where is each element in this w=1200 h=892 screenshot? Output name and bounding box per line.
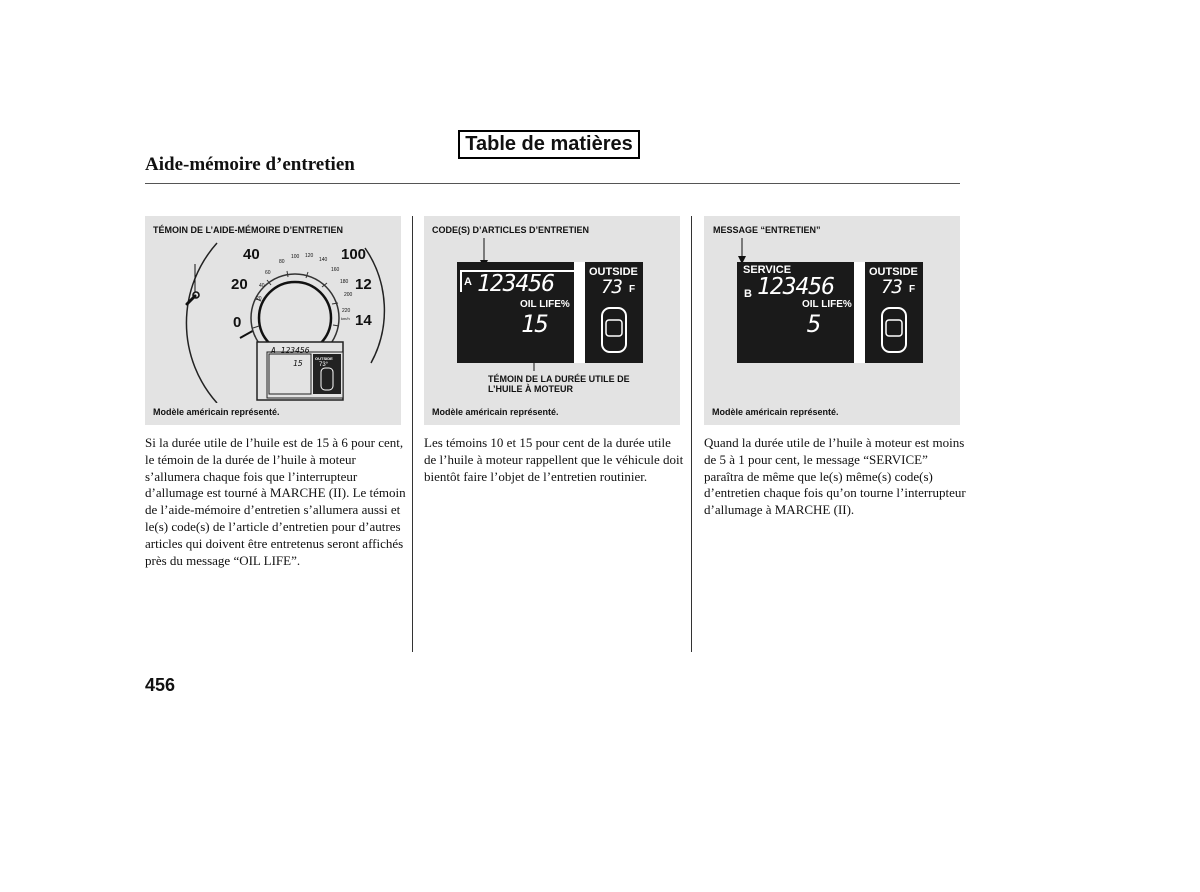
- column-divider-2: [691, 216, 692, 652]
- gauge-unit: km/h: [341, 316, 350, 321]
- paragraph-col-2: Les témoins 10 et 15 pour cent de la durée utile de l’huile à moteur rappellent que le véhicule doit bientôt faire l’objet de l’entretien routinier.: [424, 435, 684, 484]
- gauge-small-label: 220: [342, 308, 351, 314]
- oil-life-label: OIL LIFE%: [802, 299, 852, 310]
- temp-unit: F: [629, 284, 636, 295]
- oil-life-label: OIL LIFE%: [520, 299, 570, 310]
- display-separator: [854, 262, 865, 363]
- gauge-label: 14: [355, 312, 372, 329]
- gauge-small-label: 20: [256, 296, 262, 302]
- panel-service-message: [704, 216, 960, 425]
- display-separator: [574, 262, 585, 363]
- column-divider-1: [412, 216, 413, 652]
- table-of-contents-button[interactable]: Table de matières: [458, 130, 640, 159]
- panel-label: CODE(S) D’ARTICLES D’ENTRETIEN: [432, 225, 590, 235]
- mini-display-oil: 15: [293, 359, 303, 368]
- panel-maintenance-codes: [424, 216, 680, 425]
- gauge-small-label: 180: [340, 279, 349, 285]
- mini-display-codes: A 123456: [271, 346, 310, 355]
- panel-caption: Modèle américain représenté.: [153, 407, 280, 417]
- mini-display-outside: OUTSIDE: [315, 356, 333, 361]
- page-title: Aide-mémoire d’entretien: [145, 154, 355, 175]
- outside-label: OUTSIDE: [869, 266, 918, 278]
- maintenance-codes: 123456: [477, 271, 555, 297]
- car-icon: [880, 306, 908, 354]
- gauge-small-label: 200: [344, 292, 353, 298]
- oil-life-value: 5: [807, 310, 821, 338]
- gauge-small-label: 160: [331, 267, 340, 273]
- code-prefix: A: [464, 276, 472, 288]
- gauge-small-label: 100: [291, 254, 300, 260]
- oil-life-indicator-label: TÉMOIN DE LA DURÉE UTILE DE L’HUILE À MOTEUR: [488, 374, 630, 394]
- oil-life-value: 15: [521, 310, 548, 338]
- gauge-label: 12: [355, 276, 372, 293]
- panel-maintenance-minder-indicator: [145, 216, 401, 425]
- temp-unit: F: [909, 284, 916, 295]
- multi-info-display: [737, 262, 923, 363]
- outside-temp: 73: [881, 276, 902, 298]
- outside-label: OUTSIDE: [589, 266, 638, 278]
- gauge-small-label: 120: [305, 253, 314, 259]
- multi-info-display: [457, 262, 643, 363]
- service-message: SERVICE: [743, 264, 792, 276]
- gauge-label: 0: [233, 314, 242, 331]
- gauge-small-label: 40: [259, 283, 265, 289]
- car-icon: [600, 306, 628, 354]
- title-divider: [145, 183, 960, 184]
- code-prefix: B: [744, 288, 752, 300]
- gauge-label: 100: [341, 246, 367, 263]
- gauge-small-label: 60: [265, 270, 271, 276]
- panel-label: TÉMOIN DE L’AIDE-MÉMOIRE D’ENTRETIEN: [153, 225, 344, 235]
- panel-label: MESSAGE “ENTRETIEN”: [713, 225, 821, 235]
- gauge-small-label: 140: [319, 257, 328, 263]
- gauge-label: 20: [231, 276, 248, 293]
- mini-display-temp: 73°: [319, 362, 329, 368]
- page-number: 456: [145, 675, 176, 695]
- gauge-small-label: 80: [279, 259, 285, 265]
- panel-caption: Modèle américain représenté.: [432, 407, 559, 417]
- panel-caption: Modèle américain représenté.: [712, 407, 839, 417]
- maintenance-codes: 123456: [757, 274, 835, 300]
- paragraph-col-1: Si la durée utile de l’huile est de 15 à 6 pour cent, le témoin de la durée de l’huile à moteur s’allumera chaque fois que l’interrupteur d’allumage est tourné à MARCHE (II). Le témoin de l’aide-mémoire d’entretien s’allumera aussi et le(s) code(s) de l’article d’entretien pour d’autres articles qui doivent être entretenus seront affichés près du message “OIL LIFE”.: [145, 435, 406, 568]
- paragraph-col-3: Quand la durée utile de l’huile à moteur est moins de 5 à 1 pour cent, le message “SERVICE” paraîtra de même que le(s) même(s) code(s) d’entretien chaque fois qu’on tourne l’interrupteur d’allumage à MARCHE (II).: [704, 435, 966, 518]
- gauge-label: 40: [243, 246, 260, 263]
- outside-temp: 73: [601, 276, 622, 298]
